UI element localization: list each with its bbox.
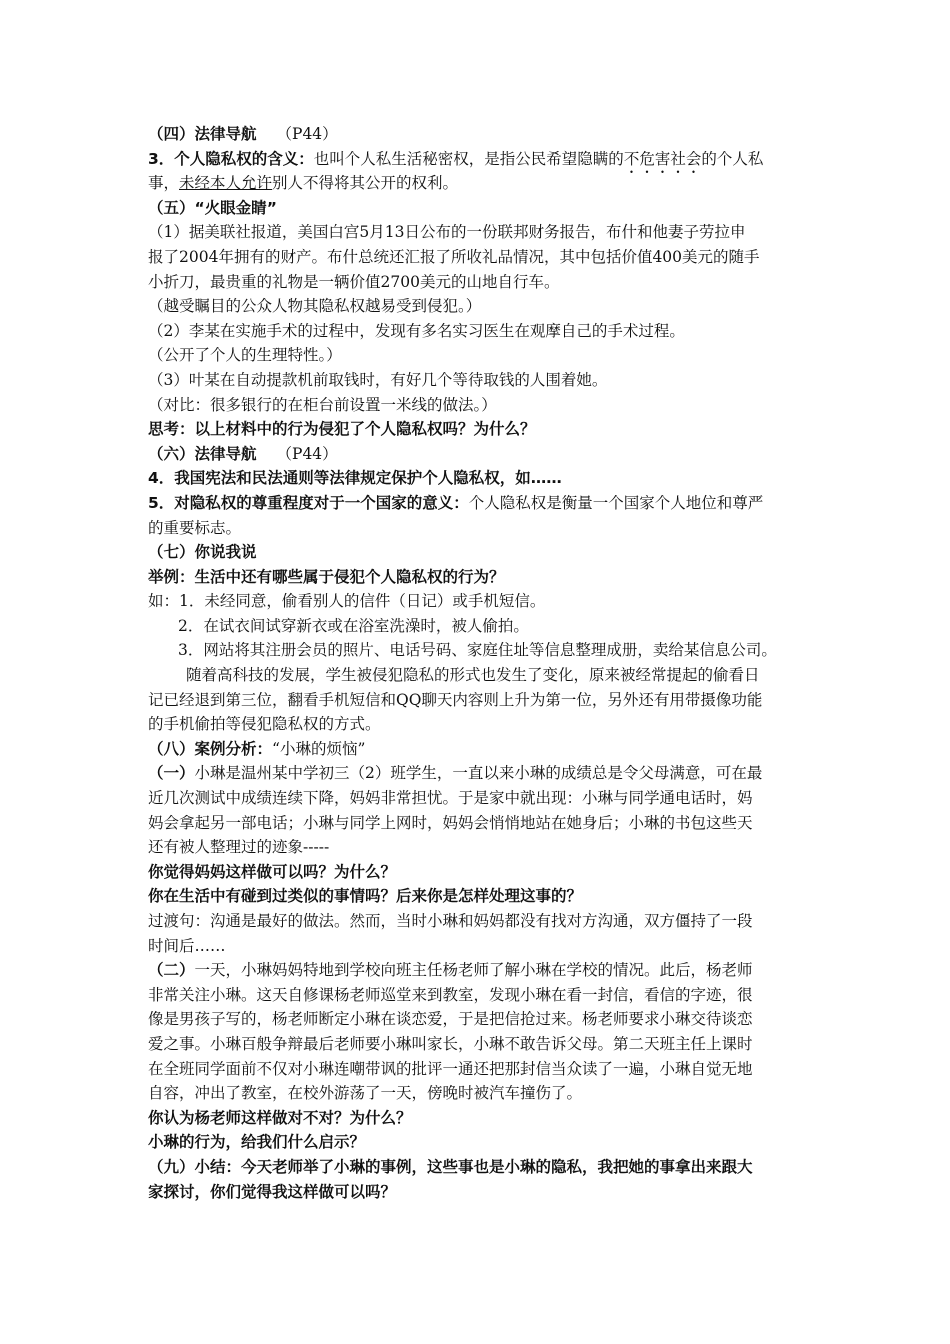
material-1-note: （越受瞩目的公众人物其隐私权越易受到侵犯。） [148, 297, 482, 316]
discussion-question: 小琳的行为，给我们什么启示？ [148, 1133, 366, 1152]
definition-text: 也叫个人私生活秘密权，是指公民希望隐瞒的 [313, 149, 624, 168]
material-1-line: 报了2004年拥有的财产。布什总统还汇报了所收礼品情况，其中包括价值400美元的随手 [148, 247, 760, 266]
page-reference: （P44） [276, 125, 338, 143]
case-2-line: 非常关注小琳。这天自修课杨老师巡堂来到教室，发现小琳在看一封信，看信的字迹，很 [148, 985, 753, 1004]
definition-text: 的个人私 [701, 149, 764, 168]
case-title: “小琳的烦恼” [272, 739, 366, 758]
case-label: （一） [148, 764, 195, 783]
case-2-line: 在全班同学面前不仅对小琳连嘲带讽的批评一通还把那封信当众读了一遍，小琳自觉无地 [148, 1059, 753, 1078]
material-2-line: （2）李某在实施手术的过程中，发现有多名实习医生在观摩自己的手术过程。 [148, 321, 685, 340]
discussion-question: 你在生活中有碰到过类似的事情吗？后来你是怎样处理这事的？ [148, 887, 583, 906]
section-7-heading: （七）你说我说 [148, 543, 257, 562]
point-text: 个人隐私权是衡量一个国家个人地位和尊严 [468, 493, 764, 512]
definition-text: 别人不得将其公开的权利。 [272, 174, 459, 193]
definition-text: 事， [148, 174, 180, 193]
example-item: 3．网站将其注册会员的照片、电话号码、家庭住址等信息整理成册，卖给某信息公司。 [178, 641, 777, 660]
section-5-heading: （五）“火眼金睛” [148, 198, 277, 217]
case-label: （二） [148, 961, 195, 980]
section-4-heading [148, 122, 808, 147]
point-3-line-1 [148, 147, 808, 172]
transition-line: 时间后…… [148, 936, 226, 955]
case-text: 一天，小琳妈妈特地到学校向班主任杨老师了解小琳在学校的情况。此后，杨老师 [194, 961, 753, 980]
case-text: 小琳是温州某中学初三（2）班学生，一直以来小琳的成绩总是令父母满意，可在最 [194, 764, 763, 783]
section-heading-text: （六）法律导航 [148, 444, 257, 463]
case-1-line [148, 761, 808, 786]
think-question: 思考：以上材料中的行为侵犯了个人隐私权吗？为什么？ [148, 420, 536, 439]
point-4: 4．我国宪法和民法通则等法律规定保护个人隐私权，如…… [148, 469, 562, 488]
point-label: 5．对隐私权的尊重程度对于一个国家的意义： [148, 493, 469, 512]
case-1-line: 还有被人整理过的迹象----- [148, 838, 330, 857]
summary-line: 家探讨，你们觉得我这样做可以吗？ [148, 1182, 397, 1201]
case-1-line: 近几次测试中成绩连续下降，妈妈非常担忧。于是家中就出现：小琳与同学通电话时，妈 [148, 789, 753, 808]
discussion-question: 你认为杨老师这样做对不对？为什么？ [148, 1108, 412, 1127]
emphasized-text: 不危害社会 [623, 149, 702, 168]
example-item: 如：1．未经同意，偷看别人的信件（日记）或手机短信。 [148, 592, 546, 611]
document-body [148, 122, 808, 1204]
tech-paragraph-line: 的手机偷拍等侵犯隐私权的方式。 [148, 715, 381, 734]
case-2-line: 爱之事。小琳百般争辩最后老师要小琳叫家长，小琳不敢告诉父母。第二天班主任上课时 [148, 1034, 753, 1053]
section-heading-text: （四）法律导航 [148, 125, 257, 143]
case-2-line [148, 958, 808, 983]
material-3-line: （3）叶某在自动提款机前取钱时，有好几个等待取钱的人围着她。 [148, 370, 608, 389]
tech-paragraph-line: 记已经退到第三位，翻看手机短信和QQ聊天内容则上升为第一位，另外还有用带摄像功能 [148, 690, 763, 709]
case-2-line: 像是男孩子写的，杨老师断定小琳在谈恋爱，于是把信抢过来。杨老师要求小琳交待谈恋 [148, 1010, 753, 1029]
point-label: 3．个人隐私权的含义： [148, 149, 314, 168]
underlined-text: 未经本人允许 [179, 174, 273, 193]
material-3-note: （对比：很多银行的在柜台前设置一米线的做法。） [148, 395, 497, 414]
case-1-line: 妈会拿起另一部电话；小琳与同学上网时，妈妈会悄悄地站在她身后；小琳的书包这些天 [148, 813, 753, 832]
case-2-line: 自容，冲出了教室，在校外游荡了一天，傍晚时被汽车撞伤了。 [148, 1084, 583, 1103]
section-heading-text: （八）案例分析： [148, 739, 273, 758]
example-question: 举例：生活中还有哪些属于侵犯个人隐私权的行为？ [148, 567, 505, 586]
summary-line: （九）小结：今天老师举了小琳的事例，这些事也是小琳的隐私，我把她的事拿出来跟大 [148, 1157, 753, 1176]
section-8-heading [148, 737, 808, 762]
point-3-line-2 [148, 171, 808, 196]
point-5-line-2: 的重要标志。 [148, 518, 242, 537]
discussion-question: 你觉得妈妈这样做可以吗？为什么？ [148, 862, 397, 881]
material-1-line: （1）据美联社报道，美国白宫5月13日公布的一份联邦财务报告，布什和他妻子劳拉申 [148, 223, 746, 242]
example-item: 2．在试衣间试穿新衣或在浴室洗澡时，被人偷拍。 [178, 616, 529, 635]
material-2-note: （公开了个人的生理特性。） [148, 346, 342, 365]
page-reference: （P44） [276, 444, 338, 463]
point-5-line-1 [148, 491, 808, 516]
transition-line: 过渡句：沟通是最好的做法。然而，当时小琳和妈妈都没有找对方沟通，双方僵持了一段 [148, 912, 753, 930]
material-1-line: 小折刀，最贵重的礼物是一辆价值2700美元的山地自行车。 [148, 272, 560, 291]
tech-paragraph-line: 随着高科技的发展，学生被侵犯隐私的形式也发生了变化，原来被经常提起的偷看日 [186, 666, 760, 685]
section-6-heading [148, 442, 808, 467]
